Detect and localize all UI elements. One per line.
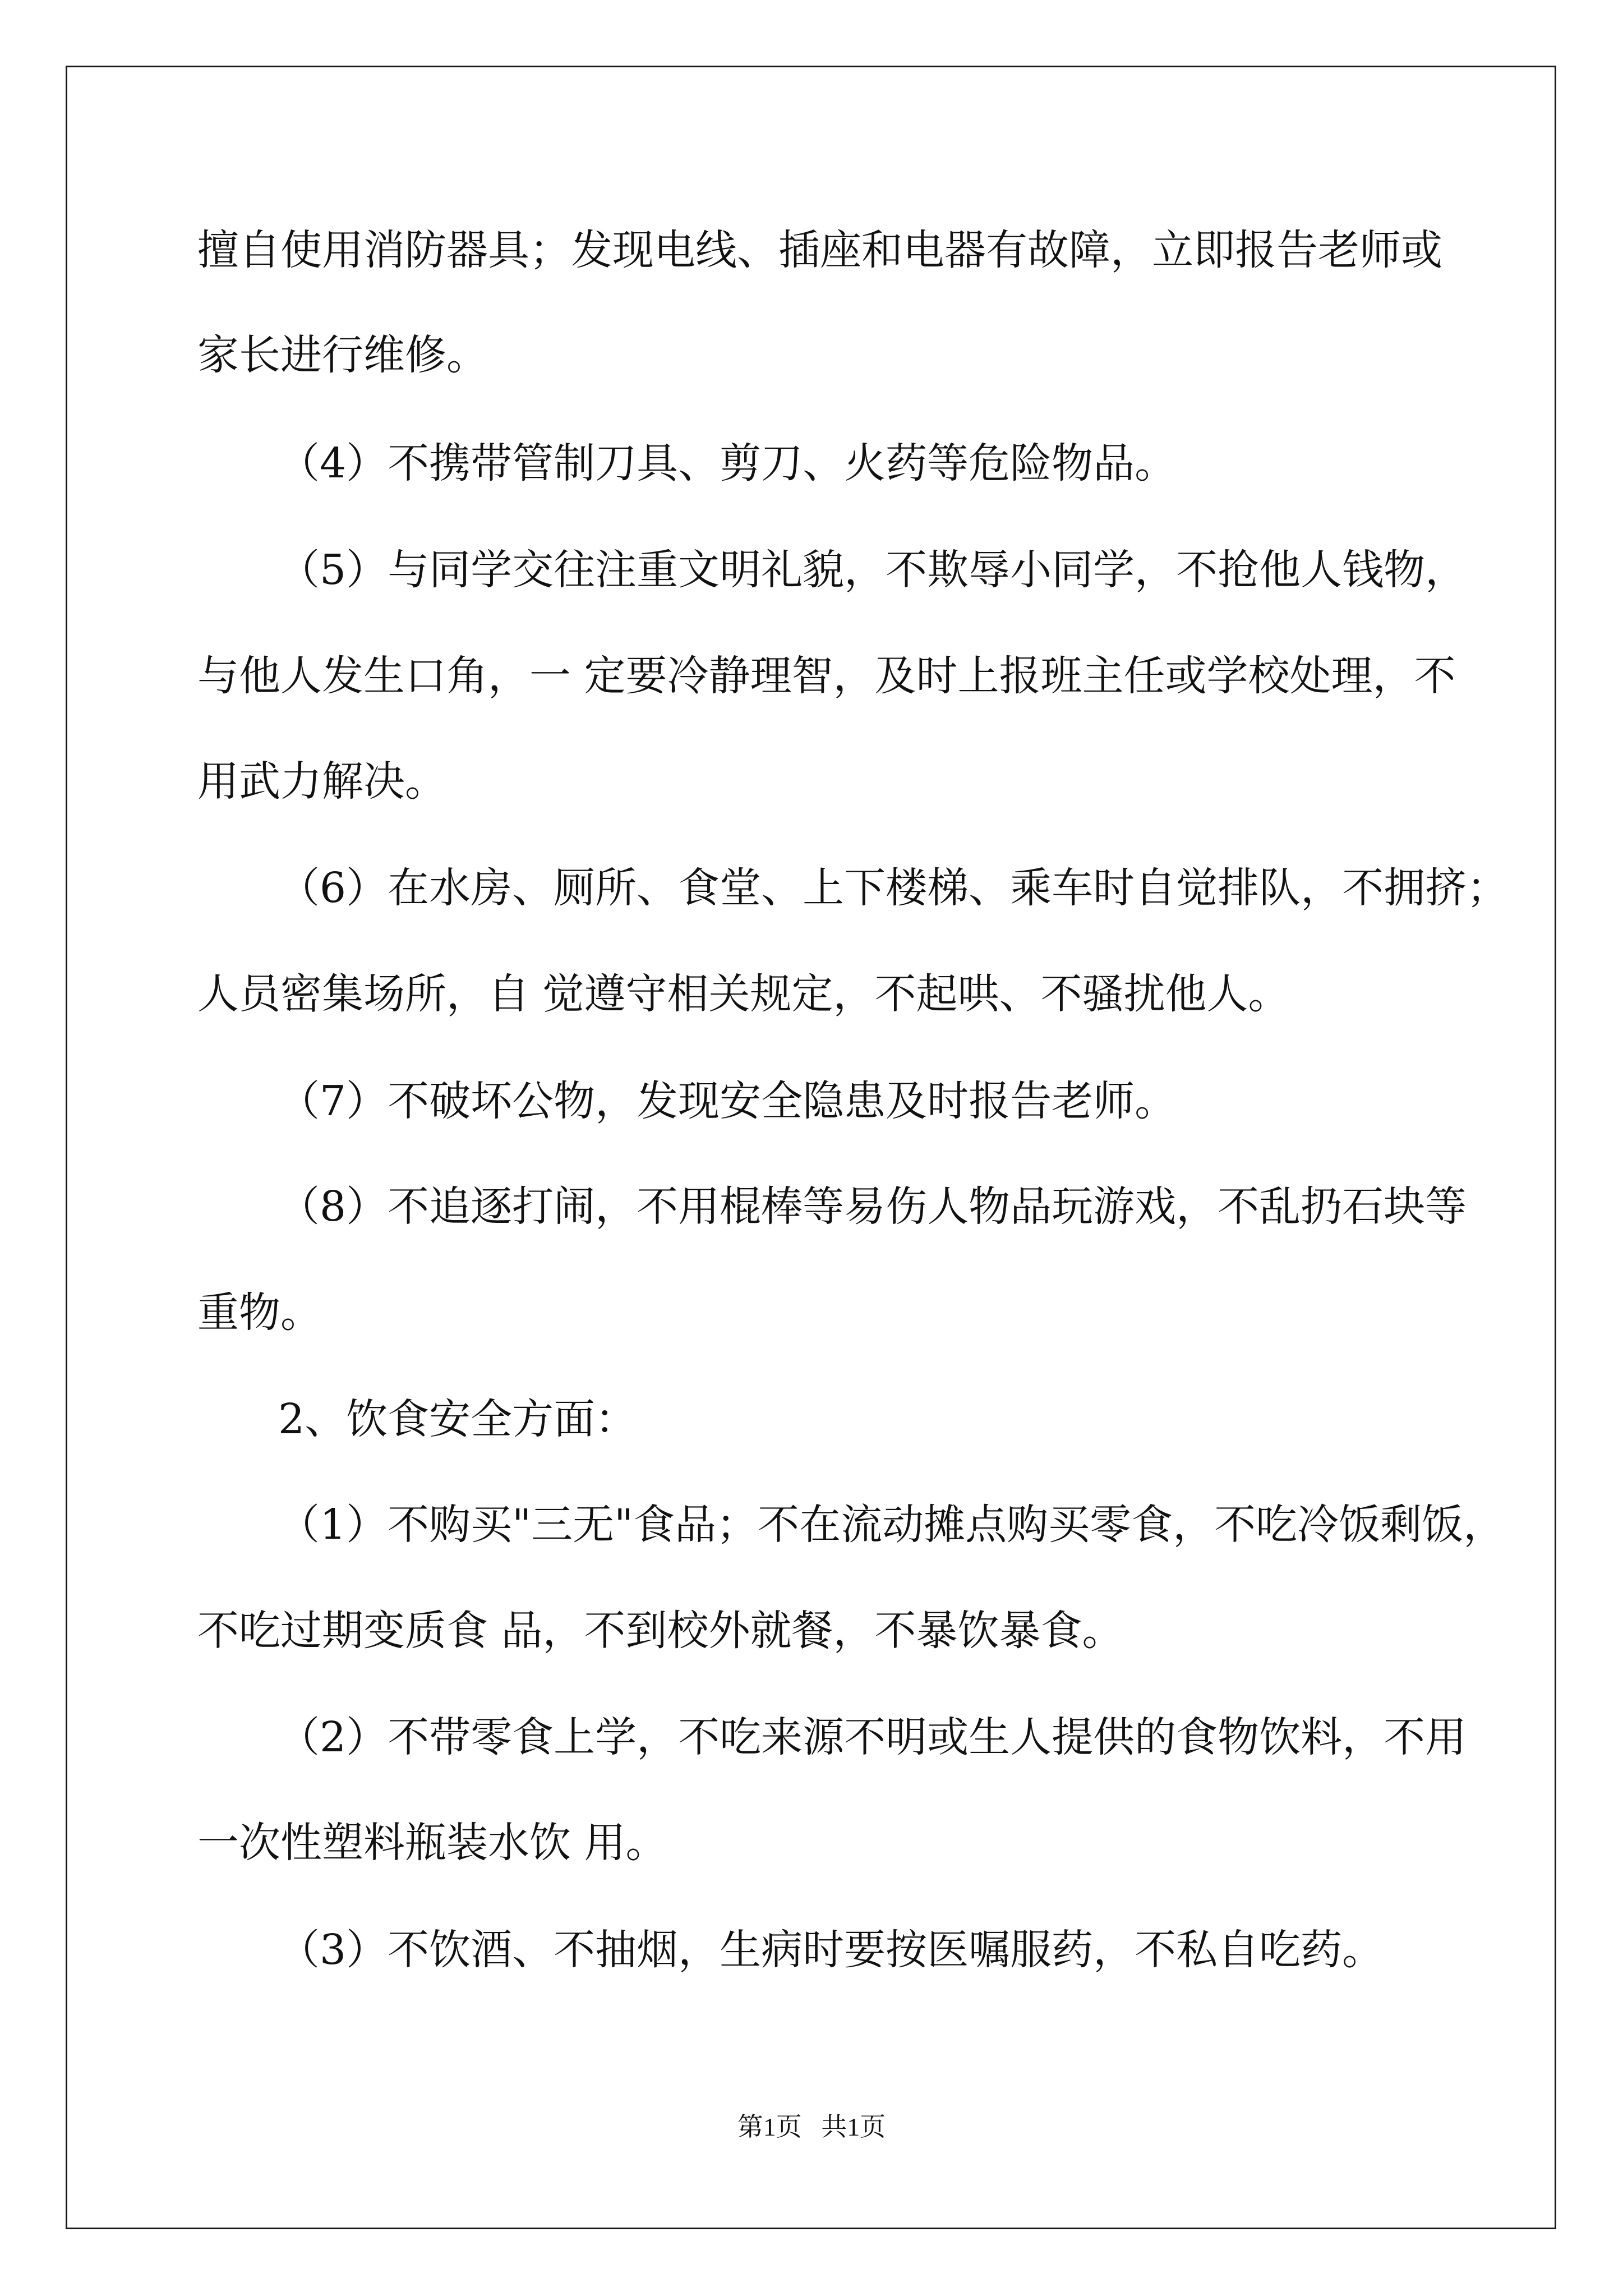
text-line: 用武力解决。 [197, 757, 446, 806]
text-line: （7）不破坏公物，发现安全隐患及时报告老师。 [278, 1077, 1177, 1125]
text-line: 不吃过期变质食 品，不到校外就餐，不暴饮暴食。 [197, 1607, 1124, 1655]
text-line: 家长进行维修。 [197, 331, 488, 379]
section-heading: 2、饮食安全方面： [278, 1395, 637, 1443]
text-line: 与他人发生口角，一 定要冷静理智，及时上报班主任或学校处理，不 [197, 652, 1456, 700]
text-line: （6）在水房、厕所、食堂、上下楼梯、乘车时自觉排队，不拥挤； [278, 864, 1509, 912]
text-line: （4）不携带管制刀具、剪刀、火药等危险物品。 [278, 439, 1177, 487]
text-line: 重物。 [197, 1289, 322, 1337]
text-line: （1）不购买"三无"食品；不在流动摊点购买零食，不吃冷饭剩饭， [278, 1501, 1505, 1549]
page-number-footer: 第1页 共1页 [737, 2113, 886, 2141]
text-line: （3）不饮酒、不抽烟，生病时要按医嘱服药，不私自吃药。 [278, 1926, 1384, 1974]
text-line: （5）与同学交往注重文明礼貌，不欺辱小同学，不抢他人钱物， [278, 546, 1467, 594]
text-line: 一次性塑料瓶装水饮 用。 [197, 1819, 667, 1867]
text-line: （8）不追逐打闹，不用棍棒等易伤人物品玩游戏，不乱扔石块等 [278, 1182, 1467, 1231]
text-line: 擅自使用消防器具；发现电线、插座和电器有故障，立即报告老师或 [197, 226, 1442, 274]
text-line: 人员密集场所，自 觉遵守相关规定，不起哄、不骚扰他人。 [197, 970, 1290, 1018]
page-border [66, 66, 1556, 2229]
text-line: （2）不带零食上学，不吃来源不明或生人提供的食物饮料，不用 [278, 1713, 1467, 1761]
